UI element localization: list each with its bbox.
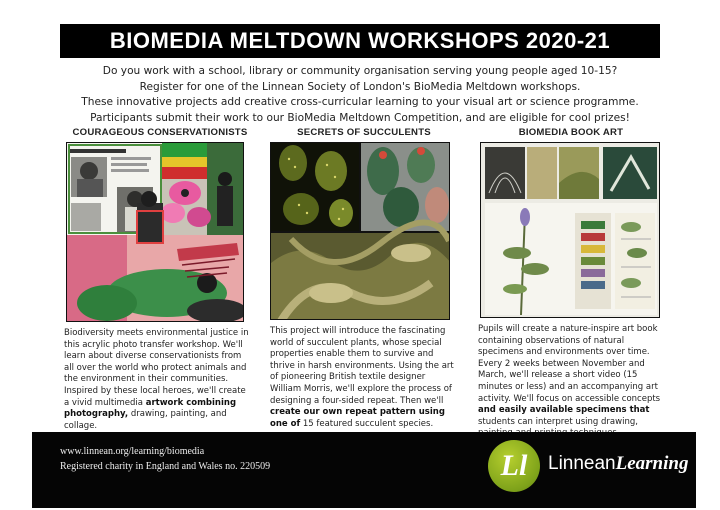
collage-artwork bbox=[271, 143, 450, 320]
workshop-description bbox=[478, 324, 664, 440]
footer bbox=[32, 432, 696, 508]
footer-charity-text: Registered charity in England and Wales no. 220509 bbox=[60, 461, 271, 472]
workshop-heading: SECRETS OF SUCCULENTS bbox=[297, 127, 431, 138]
conservationists-collage-image bbox=[66, 142, 244, 322]
description-text: Pupils will create a nature-inspire art book containing observations of natural specimens and environments over time. Every 2 weeks between November and March, we'll release a short video (15 minutes or less) and an accompanying art activity. We'll focus on accessible concepts bbox=[478, 324, 661, 404]
description-text: students can interpret using drawing, bbox=[478, 416, 638, 427]
brand-text: Learning bbox=[615, 453, 689, 474]
workshop-description bbox=[64, 328, 252, 432]
footer-url-link[interactable]: www.linnean.org/learning/biomedia bbox=[60, 446, 205, 457]
intro-text bbox=[40, 64, 680, 126]
linnean-learning-wordmark bbox=[548, 452, 688, 475]
workshop-succulents bbox=[266, 126, 462, 430]
description-text: Biodiversity meets environmental justice in this acrylic photo transfer workshop. We'll learn about diverse conservationists from all over the world who protect animals and the environment in their communities. Inspired by these local heroes, we'll create a vivid multimedia bbox=[64, 328, 249, 408]
workshop-conservationists bbox=[62, 126, 258, 432]
collage-artwork bbox=[67, 143, 244, 322]
intro-line: Do you work with a school, library or community organisation serving young people aged 10-15? bbox=[102, 65, 618, 77]
page-title: BIOMEDIA MELTDOWN WORKSHOPS 2020-21 bbox=[60, 24, 660, 58]
intro-line: These innovative projects add creative cross-curricular learning to your visual art or science programme. bbox=[81, 96, 639, 108]
intro-line: Register for one of the Linnean Society of London's BioMedia Meltdown workshops. bbox=[139, 80, 581, 93]
intro-line: Participants submit their work to our BioMedia Meltdown Competition, and are eligible for cool prizes! bbox=[90, 111, 630, 124]
workshop-heading: BIOMEDIA BOOK ART bbox=[518, 127, 624, 138]
description-text: This project will introduce the fascinating world of succulent plants, whose special properties enable them to survive and thrive in harsh environments. Using the art of pioneering British textile designer William Morris, we'll explore the process of designing a four-sided repeat. Then we'll bbox=[270, 326, 454, 406]
description-bold-text: and easily available specimens that bbox=[478, 405, 650, 416]
description-text: 15 featured succulent species. bbox=[300, 418, 434, 429]
collage-artwork bbox=[481, 143, 660, 318]
description-text: drawing, painting, and collage. bbox=[64, 409, 227, 431]
brand-text: Linnean bbox=[548, 453, 616, 474]
workshop-description bbox=[270, 326, 456, 430]
succulents-collage-image bbox=[270, 142, 450, 320]
linnean-logo-icon: Ll bbox=[488, 440, 540, 492]
book-art-collage-image bbox=[480, 142, 660, 318]
description-bold-text: create our own repeat pattern using one of bbox=[270, 407, 445, 429]
workshop-book-art bbox=[480, 126, 662, 440]
workshop-heading: COURAGEOUS CONSERVATIONISTS bbox=[72, 127, 248, 138]
description-bold-text: artwork combining photography, bbox=[64, 397, 237, 420]
